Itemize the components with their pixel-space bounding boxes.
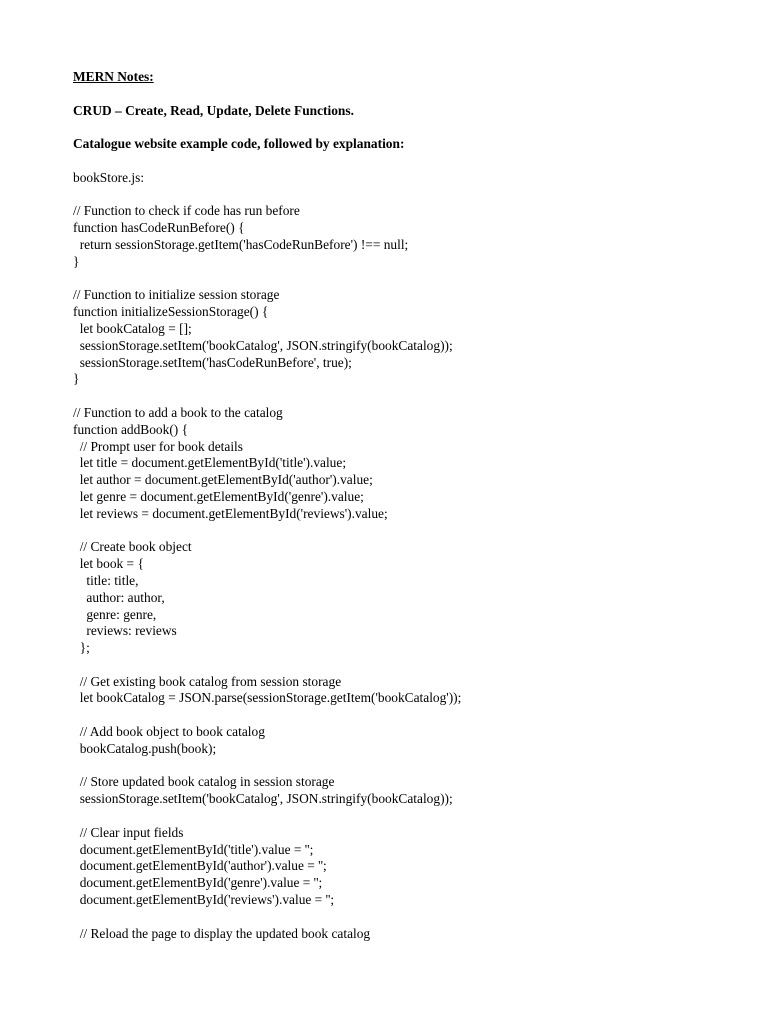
- code-line: sessionStorage.setItem('bookCatalog', JSON.stringify(bookCatalog));: [73, 791, 453, 807]
- code-line: // Add book object to book catalog: [73, 724, 265, 740]
- spacer: [73, 271, 753, 288]
- page-heading: MERN Notes:: [73, 69, 154, 84]
- spacer: [73, 119, 753, 136]
- code-block-store-catalog: [73, 774, 753, 808]
- code-block-clear-fields: [73, 825, 753, 909]
- code-line: // Create book object: [73, 539, 192, 555]
- code-block-init-storage: [73, 287, 753, 388]
- spacer: [73, 523, 753, 540]
- file-name: bookStore.js:: [73, 169, 145, 185]
- code-line: };: [73, 640, 90, 656]
- spacer: [73, 808, 753, 825]
- code-line: // Clear input fields: [73, 824, 184, 840]
- code-line: return sessionStorage.getItem('hasCodeRunBefore') !== null;: [73, 236, 409, 252]
- code-line: let author = document.getElementById('author').value;: [73, 472, 373, 488]
- code-line: document.getElementById('title').value = '';: [73, 841, 314, 857]
- code-block-create-object: [73, 539, 753, 657]
- spacer: [73, 153, 753, 170]
- spacer: [73, 909, 753, 926]
- code-line: }: [73, 253, 80, 269]
- code-block-reload: [73, 926, 753, 943]
- code-line: function hasCodeRunBefore() {: [73, 220, 245, 236]
- code-line: let reviews = document.getElementById('reviews').value;: [73, 505, 388, 521]
- code-line: // Prompt user for book details: [73, 438, 243, 454]
- code-line: genre: genre,: [73, 606, 157, 622]
- intro-text: Catalogue website example code, followed by explanation:: [73, 136, 405, 152]
- document-page: [73, 69, 753, 942]
- code-line: // Store updated book catalog in session storage: [73, 774, 335, 790]
- code-line: let bookCatalog = JSON.parse(sessionStorage.getItem('bookCatalog'));: [73, 690, 462, 706]
- code-line: title: title,: [73, 572, 139, 588]
- spacer: [73, 707, 753, 724]
- code-line: function addBook() {: [73, 421, 189, 437]
- code-line: document.getElementById('author').value = '';: [73, 858, 327, 874]
- code-line: // Get existing book catalog from session storage: [73, 673, 342, 689]
- code-line: let title = document.getElementById('title').value;: [73, 455, 347, 471]
- spacer: [73, 187, 753, 204]
- code-line: let book = {: [73, 556, 144, 572]
- code-line: let bookCatalog = [];: [73, 320, 192, 336]
- code-block-add-book: [73, 405, 753, 523]
- page-subtitle: CRUD – Create, Read, Update, Delete Functions.: [73, 102, 354, 118]
- code-line: sessionStorage.setItem('bookCatalog', JSON.stringify(bookCatalog));: [73, 337, 453, 353]
- code-line: // Reload the page to display the updated book catalog: [73, 925, 371, 941]
- code-line: // Function to check if code has run before: [73, 203, 300, 219]
- spacer: [73, 657, 753, 674]
- code-line: // Function to initialize session storage: [73, 287, 280, 303]
- spacer: [73, 86, 753, 103]
- code-block-has-run: [73, 203, 753, 270]
- code-line: author: author,: [73, 589, 165, 605]
- code-block-get-catalog: [73, 674, 753, 708]
- code-line: bookCatalog.push(book);: [73, 740, 217, 756]
- code-line: function initializeSessionStorage() {: [73, 304, 269, 320]
- code-block-push-book: [73, 724, 753, 758]
- code-line: document.getElementById('reviews').value = '';: [73, 892, 335, 908]
- spacer: [73, 758, 753, 775]
- code-line: reviews: reviews: [73, 623, 177, 639]
- code-line: sessionStorage.setItem('hasCodeRunBefore', true);: [73, 354, 352, 370]
- code-line: }: [73, 371, 80, 387]
- code-line: let genre = document.getElementById('genre').value;: [73, 488, 364, 504]
- spacer: [73, 388, 753, 405]
- code-line: document.getElementById('genre').value = '';: [73, 875, 323, 891]
- code-line: // Function to add a book to the catalog: [73, 404, 283, 420]
